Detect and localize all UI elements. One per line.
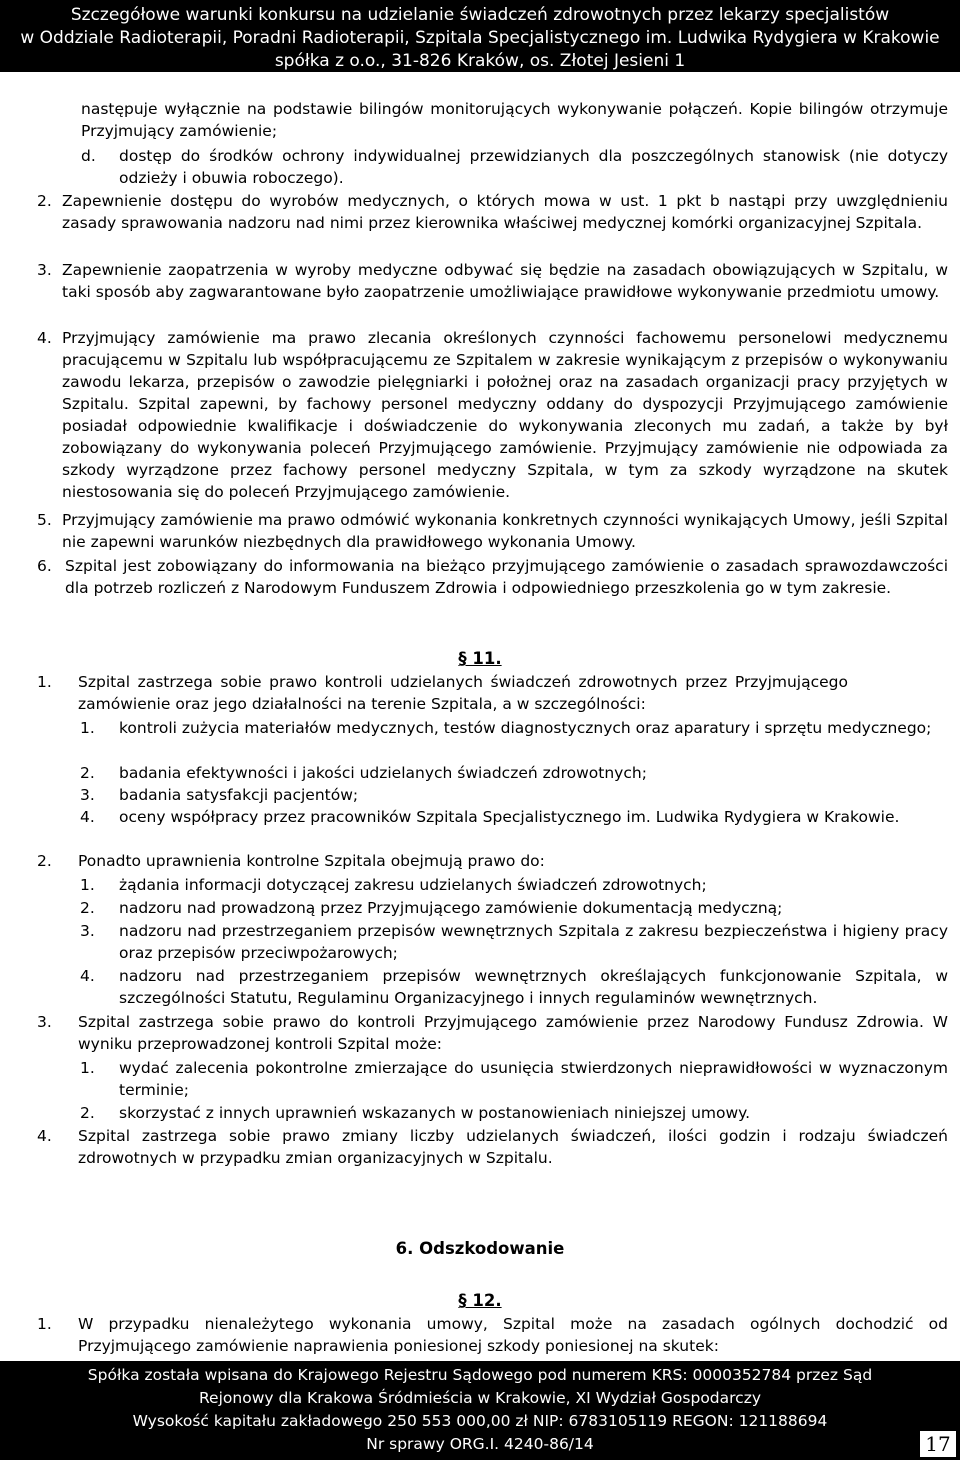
- paragraph-number: 3.: [37, 261, 52, 279]
- list-item: nadzoru nad przestrzeganiem przepisów wewnętrznych Szpitala z zakresu bezpieczeństwa i higieny pracy oraz przepisów przeciwpożarowych;: [119, 922, 948, 962]
- item-d-text: dostęp do środków ochrony indywidualnej przewidzianych dla poszczególnych stanowisk (nie dotyczy odzieży i obuwia roboczego).: [119, 147, 948, 187]
- paragraph-number: 2.: [37, 192, 52, 210]
- footer-court-line: Rejonowy dla Krakowa Śródmieścia w Krakowie, XI Wydział Gospodarczy: [198, 1389, 762, 1407]
- list-item: nadzoru nad przestrzeganiem przepisów wewnętrznych określających funkcjonowanie Szpitala, w szczególności Statutu, Regulaminu Organizacyjnego i innych regulaminów wewnętrznych.: [119, 967, 948, 1007]
- list-item-number: 4.: [80, 808, 95, 826]
- list-item-number: 3.: [80, 786, 95, 804]
- paragraph-text: Szpital jest zobowiązany do informowania na bieżąco przyjmującego zamówienie o zasadach sprawozdawczości dla potrzeb rozliczeń z Narodowym Funduszem Zdrowia i odpowiedniego przeszkolenia go w tym zakresie.: [65, 557, 948, 597]
- list-item: badania satysfakcji pacjentów;: [119, 786, 359, 804]
- footer-krs-line: Spółka została wpisana do Krajowego Rejestru Sądowego pod numerem KRS: 0000352784 przez Sąd: [87, 1366, 873, 1384]
- page-number: 17: [920, 1431, 956, 1457]
- paragraph-number: 1.: [37, 1315, 52, 1333]
- paragraph-text: W przypadku nienależytego wykonania umowy, Szpital może na zasadach ogólnych dochodzić od Przyjmującego zamówienie naprawienia poniesionej szkody poniesionej na skutek:: [78, 1315, 948, 1355]
- chapter-heading: 6. Odszkodowanie: [395, 1239, 565, 1258]
- list-item-number: 1.: [80, 1059, 95, 1077]
- header-title-line-1: Szczegółowe warunki konkursu na udzielanie świadczeń zdrowotnych przez lekarzy specjalistów: [70, 5, 890, 25]
- list-item: skorzystać z innych uprawnień wskazanych w postanowieniach niniejszej umowy.: [119, 1104, 751, 1122]
- list-item: badania efektywności i jakości udzielanych świadczeń zdrowotnych;: [119, 764, 647, 782]
- page-header: [0, 0, 960, 72]
- header-address-line: spółka z o.o., 31-826 Kraków, os. Złotej Jesieni 1: [274, 51, 686, 71]
- footer-capital-line: Wysokość kapitału zakładowego 250 553 000,00 zł NIP: 6783105119 REGON: 121188694: [132, 1412, 828, 1430]
- footer-case-number: Nr sprawy ORG.I. 4240-86/14: [366, 1435, 594, 1453]
- paragraph-text: Szpital zastrzega sobie prawo do kontroli Przyjmującego zamówienie przez Narodowy Fundusz Zdrowia. W wyniku przeprowadzonej kontroli Szpital może:: [78, 1013, 948, 1053]
- list-item-number: 2.: [80, 899, 95, 917]
- list-item-number: 2.: [80, 1104, 95, 1122]
- paragraph-number: 6.: [37, 557, 52, 575]
- paragraph-number: 3.: [37, 1013, 52, 1031]
- page-footer: [0, 1361, 960, 1460]
- list-item: nadzoru nad prowadzoną przez Przyjmującego zamówienie dokumentacją medyczną;: [119, 899, 783, 917]
- paragraph-number: 5.: [37, 511, 52, 529]
- paragraph-number: 4.: [37, 1127, 52, 1145]
- paragraph-text: Przyjmujący zamówienie ma prawo zlecania określonych czynności fachowemu personelowi medycznemu pracującemu w Szpitalu lub współpracującemu ze Szpitalem w zakresie wynikającym z przepisów o wykonywaniu zawodu lekarza, przepisów o zawodzie pielęgniarki i położnej oraz na zasadach organizacji pracy przyjętych w Szpitalu. Szpital zapewni, by fachowy personel medyczny oddany do dyspozycji Przyjmującego zamówienie posiadał odpowiednie kwalifikacje i doświadczenie do wykonywania zleconych mu zadań, a także by był zobowiązany do wykonywania poleceń Przyjmującego zamówienie. Przyjmujący zamówienie nie odpowiada za szkody wyrządzone przez fachowy personel medyczny Szpitala, w tym za szkody wyrządzone na skutek niestosowania się do poleceń Przyjmującego zamówienie.: [62, 329, 948, 501]
- list-item-number: 3.: [80, 922, 95, 940]
- list-item: kontroli zużycia materiałów medycznych, testów diagnostycznych oraz aparatury i sprzętu medycznego;: [119, 719, 932, 737]
- paragraph-number: 2.: [37, 852, 52, 870]
- list-item-number: 1.: [80, 719, 95, 737]
- paragraph-text: Szpital zastrzega sobie prawo kontroli udzielanych świadczeń zdrowotnych przez Przyjmującego zamówienie oraz jego działalności na terenie Szpitala, a w szczególności:: [78, 673, 848, 713]
- section-heading: § 11.: [458, 649, 502, 668]
- item-letter: d.: [81, 147, 96, 165]
- paragraph-text: Szpital zastrzega sobie prawo zmiany liczby udzielanych świadczeń, ilości godzin i rodzaju świadczeń zdrowotnych w przypadku zmian organizacyjnych w Szpitalu.: [78, 1127, 948, 1167]
- list-item: oceny współpracy przez pracowników Szpitala Specjalistycznego im. Ludwika Rydygiera w Krakowie.: [119, 808, 900, 826]
- paragraph-number: 4.: [37, 329, 52, 347]
- list-item-number: 1.: [80, 876, 95, 894]
- paragraph-text: Przyjmujący zamówienie ma prawo odmówić wykonania konkretnych czynności wynikających Umowy, jeśli Szpital nie zapewni warunków niezbędnych dla prawidłowego wykonania Umowy.: [62, 511, 948, 551]
- list-item-number: 4.: [80, 967, 95, 985]
- paragraph-text: Zapewnienie zaopatrzenia w wyroby medyczne odbywać się będzie na zasadach obowiązujących w Szpitalu, w taki sposób aby zagwarantowane było zaopatrzenie umożliwiające prawidłowe wykonywanie przedmiotu umowy.: [62, 261, 948, 301]
- list-item: żądania informacji dotyczącej zakresu udzielanych świadczeń zdrowotnych;: [119, 876, 707, 894]
- paragraph-number: 1.: [37, 673, 52, 691]
- list-item-number: 2.: [80, 764, 95, 782]
- header-title-line-2: w Oddziale Radioterapii, Poradni Radioterapii, Szpitala Specjalistycznego im. Ludwika Rydygiera w Krakowie: [20, 28, 940, 48]
- list-item: wydać zalecenia pokontrolne zmierzające do usunięcia stwierdzonych nieprawidłowości w wyznaczonym terminie;: [119, 1059, 948, 1099]
- paragraph-continuation: następuje wyłącznie na podstawie bilingów monitorujących wykonywanie połączeń. Kopie bilingów otrzymuje Przyjmujący zamówienie;: [81, 100, 948, 140]
- paragraph-text: Zapewnienie dostępu do wyrobów medycznych, o których mowa w ust. 1 pkt b nastąpi przy uwzględnieniu zasady sprawowania nadzoru nad nimi przez kierownika właściwej medycznej komórki organizacyjnej Szpitala.: [62, 192, 948, 232]
- paragraph-text: Ponadto uprawnienia kontrolne Szpitala obejmują prawo do:: [78, 852, 545, 870]
- section-heading: § 12.: [458, 1291, 502, 1310]
